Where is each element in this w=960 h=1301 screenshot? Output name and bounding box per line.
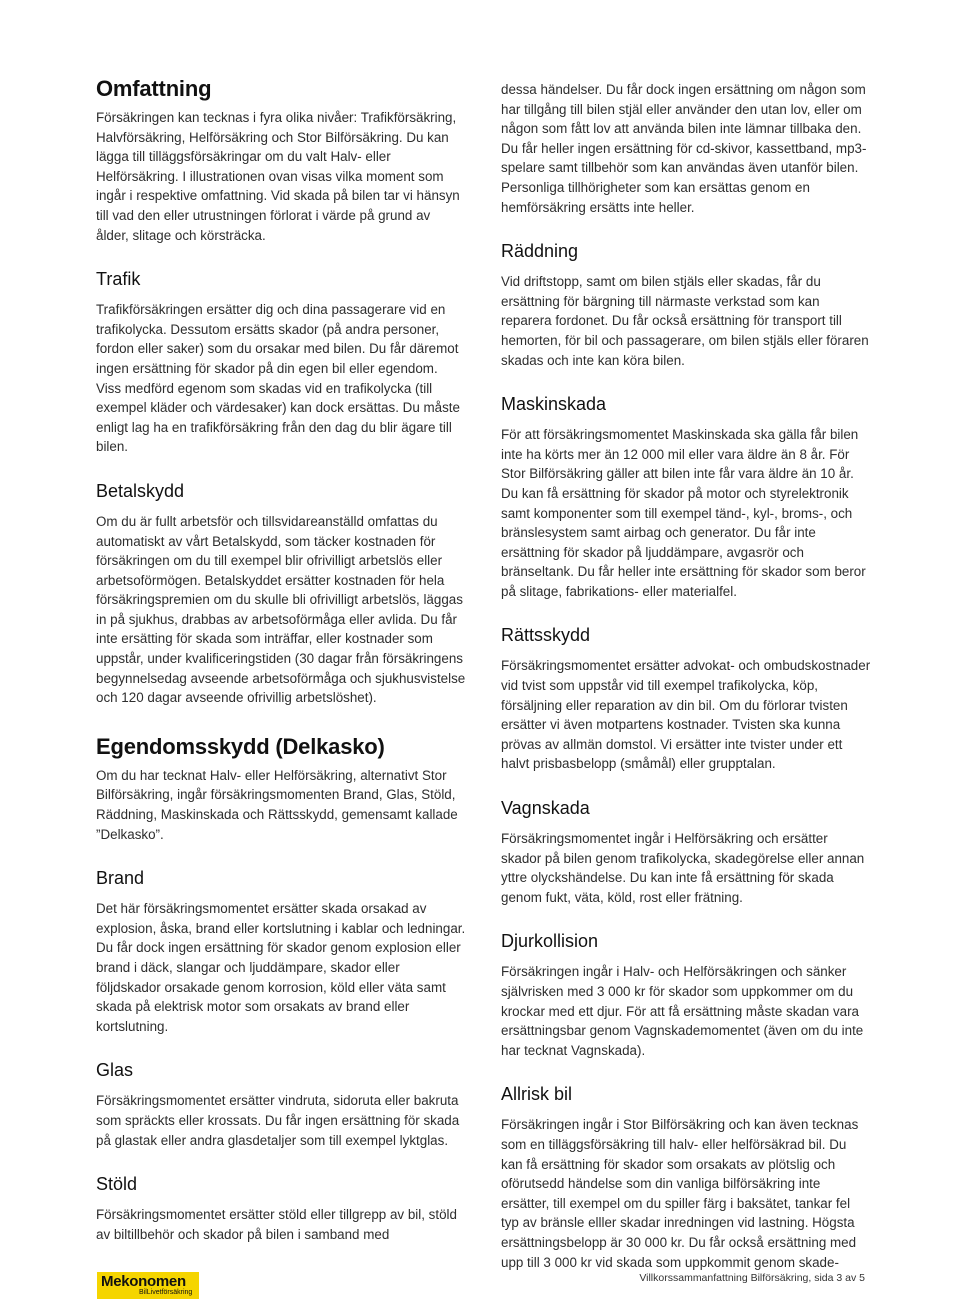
heading-stold: Stöld (96, 1174, 138, 1195)
trafik-text: Trafikförsäkringen ersätter dig och dina passagerare vid en trafikolycka. Dessutom ersätts skador (på andra personer, fordon eller saker) som du orsakar med bilen. Du får däremot ingen ersättning för skador på din egen bil eller egendom. Viss medförd egenom som skadas vid en trafikolycka (till exempel kläder och värdesaker) kan dock ersättas. Du måste enligt lag ha en trafikförsäkring från den dag du blir ägare till bilen. (96, 302, 460, 455)
glas-text: Försäkringsmomentet ersätter vindruta, sidoruta eller bakruta som spräckts eller krossats. Du får ingen ersättning för skada på glastak eller andra glasdetaljer som till exempel lyktglas. (96, 1093, 460, 1148)
stold-text: Försäkringsmomentet ersätter stöld eller tillgrepp av bil, stöld av biltillbehör och skador på bilen i samband med (96, 1207, 457, 1242)
logo-wordmark: Mekonomen (101, 1273, 186, 1290)
heading-betalskydd: Betalskydd (96, 480, 185, 501)
allrisk-text: Försäkringen ingår i Stor Bilförsäkring och kan även tecknas som en tilläggsförsäkring till halv- eller helförsäkrad bil. Du kan få ersättning för skador som orsakats av plötslig och oförutsedd händelse som din vanliga bilförsäkring inte ersätter, till exempel om du spiller färg i baksätet, tankar fel typ av bränsle elller skadar inredningen vid lastning. Högsta ersättningsbelopp är 30 000 kr. Du får också ersättning med upp till 3 000 kr vid skada som uppkommit genom skade- (501, 1117, 859, 1270)
heading-allrisk: Allrisk bil (501, 1084, 573, 1105)
raddning-text: Vid driftstopp, samt om bilen stjäls eller skadas, får du ersättning för bärgning till närmaste verkstad som kan reparera fordonet. Du får också ersättning för transport till hemorten, för bil och passagerare, om bilen stjäls eller föraren skadas och inte kan köra bilen. (501, 274, 869, 368)
heading-djurkollision: Djurkollision (501, 931, 599, 952)
djurkollision-text: Försäkringen ingår i Halv- och Helförsäkringen och sänker självrisken med 3 000 kr för skador som uppkommer om du krockar med ett djur. För att få ersättning måste skadan vara ersättningsbar genom Vagnskademomentet (även om du inte har tecknat Vagnskada). (501, 964, 864, 1058)
heading-vagnskada: Vagnskada (501, 798, 590, 819)
section-title-omfattning: Omfattning (96, 76, 212, 101)
heading-rattsskydd: Rättsskydd (501, 625, 591, 646)
logo-subtitle: BilLivetförsäkring (139, 1289, 193, 1296)
left-column (96, 76, 466, 1244)
heading-brand: Brand (96, 868, 145, 889)
heading-raddning: Räddning (501, 241, 579, 262)
heading-glas: Glas (96, 1060, 134, 1081)
section-title-egendomsskydd: Egendomsskydd (Delkasko) (96, 733, 385, 759)
vagnskada-text: Försäkringsmomentet ingår i Helförsäkring och ersätter skador på bilen genom trafikolycka, skadegörelse eller annan yttre olyckshändelse. Du kan inte få ersättning för skada genom fukt, väta, köld, rost eller frätning. (501, 831, 865, 905)
omfattning-text: Försäkringen kan tecknas i fyra olika nivåer: Trafikförsäkring, Halvförsäkring, Helförsäkring och Stor Bilförsäkring. Du kan lägga till tilläggsförsäkringar om du valt Halv- eller Helförsäkring. I illustrationen ovan visas vilka moment som ingår i respektive omfattning. Vid skada på bilen tar vi hänsyn till vad den eller utrustningen förlorat i värde på grund av ålder, slitage och körsträcka. (96, 110, 460, 243)
heading-trafik: Trafik (96, 269, 141, 290)
betalskydd-text: Om du är fullt arbetsför och tillsvidareanställd omfattas du automatiskt av vårt Betalskydd, som täcker kostnaden för försäkringen om du till exempel blir ofrivilligt arbetslös eller arbetsoförmögen. Betalskyddet ersätter kostnaden för hela försäkringspremien om du skulle bli ofrivilligt arbetslös, läggas in på sjukhus, drabbas av arbetsoförmåga eller avlida. Du får inte ersätting för skada som inträffar, eller kostnader som uppstår, under kvalificeringstiden (30 dagar från försäkringens begynnelsedag avseende arbetsoförmåga och sjukhusvistelse och 120 dagar avseende ofrivillig arbetslöshet). (96, 513, 466, 706)
page-footer: Villkorssammanfattning Bilförsäkring, sida 3 av 5 (639, 1272, 865, 1284)
mekonomen-logo (97, 1272, 199, 1299)
heading-maskinskada: Maskinskada (501, 394, 607, 415)
brand-text: Det här försäkringsmomentet ersätter skada orsakad av explosion, åska, brand eller kortslutning i kablar och ledningar. Du får dock ingen ersättning för skador genom explosion eller brand i däck, slangar och ljuddämpare, skador eller följdskador orsakade genom korrosion, köld eller väta samt skada på elektrisk motor som orsakats av brand eller kortslutning. (96, 901, 466, 1034)
right-column (501, 80, 871, 1272)
egendomsskydd-text: Om du har tecknat Halv- eller Helförsäkring, alternativt Stor Bilförsäkring, ingår försäkringsmomenten Brand, Glas, Stöld, Räddning, Maskinskada och Rättsskydd, gemensamt kallade ”Delkasko”. (96, 767, 458, 842)
rattsskydd-text: Försäkringsmomentet ersätter advokat- och ombudskostnader vid tvist som uppstår vid till exempel trafikolycka, köp, försäljning eller reparation av din bil. Om du förlorar tvisten ersätter vi även motpartens kostnader. Tvisten ska kunna prövas av allmän domstol. Vi ersätter inte tvister under ett halvt prisbasbelopp (småmål) eller grupptalan. (501, 658, 871, 772)
maskinskada-text: För att försäkringsmomentet Maskinskada ska gälla får bilen inte ha körts mer än 12 000 mil eller vara äldre än 8 år. För Stor Bilförsäkring gäller att bilen inte får vara äldre än 10 år. Du kan få ersättning för skador på motor och styrelektronik samt komponenter som till exempel tänd-, kyl-, broms-, och bränslesystem samt airbag och generator. Du får inte ersättning för skador på ljuddämpare, avgasrör och bränseltank. Du får heller inte ersättning för skador som beror på slitage, fabrikations- eller materialfel. (501, 427, 866, 599)
stold-continuation-text: dessa händelser. Du får dock ingen ersättning om någon som har tillgång till bilen stjäl eller använder den utan lov, eller om någon som fått lov att använda bilen inte lämnar tillbaka den. Du får heller ingen ersättning för cd-skivor, kassettband, mp3-spelare samt tillbehör som kan användas även utanför bilen. Personliga tillhörigheter som kan ersättas genom en hemförsäkring ersätts inte heller. (501, 82, 867, 215)
